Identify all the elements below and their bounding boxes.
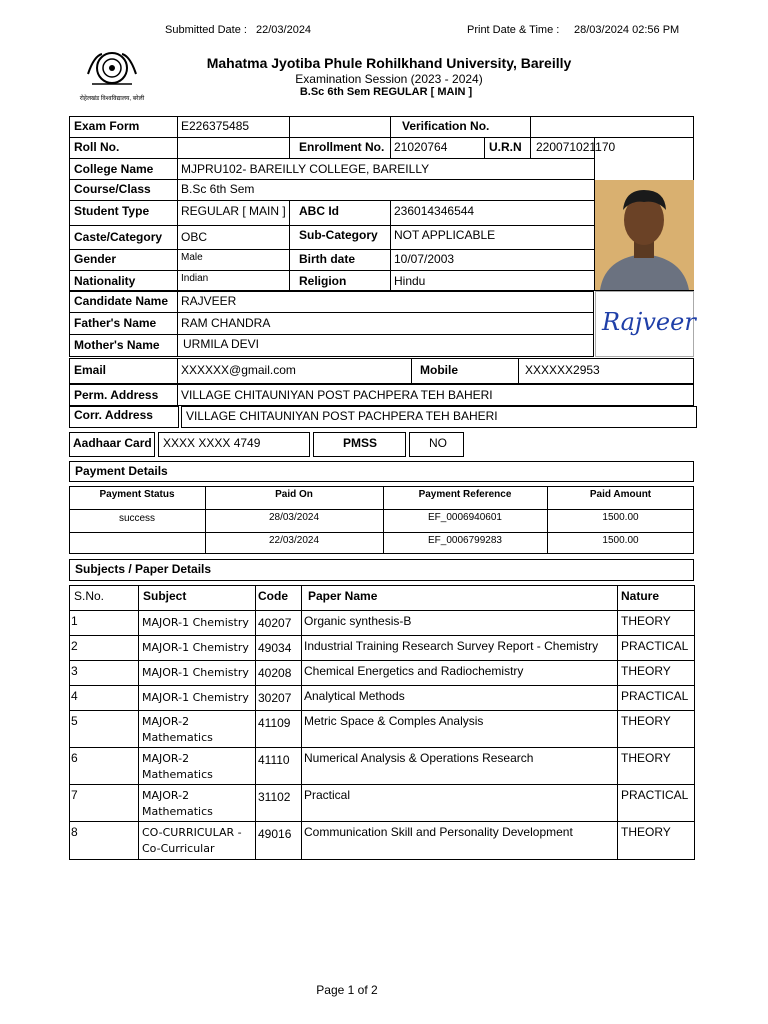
urn-value: 220071021170 [536,140,616,154]
paper-nature: THEORY [621,751,671,765]
subject-code: 30207 [258,691,292,705]
nationality-value: Indian [181,273,209,284]
subjects-header-nature: Nature [621,589,660,603]
aadhaar-label: Aadhaar Card [73,436,152,450]
abc-id-value: 236014346544 [394,204,475,218]
subject-sno: 6 [71,751,78,765]
subjects-title: Subjects / Paper Details [75,562,212,576]
person-photo-icon [595,180,694,290]
subject-name: MAJOR-1 Chemistry [142,691,249,704]
pmss-value: NO [429,436,447,450]
paper-name: Analytical Methods [304,689,405,703]
subject-sno: 7 [71,788,78,802]
mother-name-value: URMILA DEVI [183,337,260,351]
print-date-value: 28/03/2024 02:56 PM [574,24,680,36]
payment-header-status: Payment Status [99,489,175,500]
college-label: College Name [74,162,154,176]
abc-id-label: ABC Id [299,204,339,218]
subject-name: MAJOR-2 Mathematics [142,789,213,818]
submitted-date-label: Submitted Date : [165,24,247,36]
exam-form-label: Exam Form [74,119,140,133]
religion-label: Religion [299,274,347,288]
payment-header-paid-on: Paid On [275,489,313,500]
payment-details-title: Payment Details [75,464,168,478]
payment-paid-on: 28/03/2024 [268,512,320,523]
subject-sno: 8 [71,825,78,839]
college-value: MJPRU102- BAREILLY COLLEGE, BAREILLY [181,162,430,176]
submitted-date-value: 22/03/2024 [256,24,312,36]
print-date-label: Print Date & Time : [467,24,560,36]
exam-session: Examination Session (2023 - 2024) [295,72,483,86]
payment-header-reference: Payment Reference [418,489,512,500]
course-heading: B.Sc 6th Sem REGULAR [ MAIN ] [299,86,473,98]
subject-code: 49034 [258,641,292,655]
mother-name-label: Mother's Name [74,338,160,352]
paper-nature: THEORY [621,664,671,678]
pmss-label: PMSS [343,436,378,450]
email-value: XXXXXX@gmail.com [181,363,296,377]
student-type-value: REGULAR [ MAIN ] [181,204,286,218]
subject-code: 40208 [258,666,292,680]
corr-address-value: VILLAGE CHITAUNIYAN POST PACHPERA TEH BAHERI [186,409,498,423]
logo-caption: रोहेलखंड विश्वविद्यालय, बरेली [79,96,145,102]
paper-nature: THEORY [621,614,671,628]
course-value: B.Sc 6th Sem [181,182,255,196]
paper-name: Organic synthesis-B [304,614,412,628]
subject-sno: 4 [71,689,78,703]
subjects-header-subject: Subject [143,589,187,603]
subject-name: MAJOR-2 Mathematics [142,715,213,744]
caste-label: Caste/Category [74,230,163,244]
subject-name: MAJOR-2 Mathematics [142,752,213,781]
subject-name: MAJOR-1 Chemistry [142,666,249,679]
paper-nature: THEORY [621,714,671,728]
caste-value: OBC [181,230,208,244]
perm-address-value: VILLAGE CHITAUNIYAN POST PACHPERA TEH BAHERI [181,388,493,402]
payment-paid-on: 22/03/2024 [268,535,320,546]
university-title: Mahatma Jyotiba Phule Rohilkhand University, Bareilly [206,55,572,71]
paper-name: Practical [304,788,351,802]
mobile-value: XXXXXX2953 [525,363,600,377]
father-name-label: Father's Name [74,316,157,330]
urn-label: U.R.N [489,140,522,154]
nationality-label: Nationality [74,274,136,288]
subject-name: MAJOR-1 Chemistry [142,616,249,629]
course-label: Course/Class [74,182,151,196]
father-name-value: RAM CHANDRA [181,316,271,330]
paper-name: Metric Space & Comples Analysis [304,714,484,728]
email-label: Email [74,363,107,377]
candidate-name-label: Candidate Name [74,294,169,308]
subject-name: CO-CURRICULAR - Co-Curricular [142,826,242,855]
subcategory-label: Sub-Category [299,228,378,242]
signature-box [595,291,694,357]
paper-nature: PRACTICAL [621,689,689,703]
subjects-header-sno: S.No. [74,589,105,603]
subject-code: 40207 [258,616,292,630]
payment-reference: EF_0006799283 [428,535,502,546]
page-number: Page 1 of 2 [316,983,378,997]
payment-amount: 1500.00 [602,535,639,546]
subject-sno: 1 [71,614,78,628]
birth-date-label: Birth date [299,252,356,266]
paper-nature: PRACTICAL [621,639,689,653]
subject-sno: 2 [71,639,78,653]
enrollment-value: 21020764 [394,140,448,154]
exam-form-value: E226375485 [181,119,250,133]
student-type-label: Student Type [74,204,150,218]
roll-no-label: Roll No. [74,140,120,154]
paper-name: Industrial Training Research Survey Report - Chemistry [304,639,599,653]
payment-amount: 1500.00 [602,512,639,523]
payment-header-amount: Paid Amount [589,489,652,500]
perm-address-label: Perm. Address [74,388,159,402]
paper-nature: PRACTICAL [621,788,689,802]
subjects-header-code: Code [258,589,288,603]
subject-code: 31102 [258,790,291,804]
student-photo [595,180,694,290]
mobile-label: Mobile [420,363,458,377]
religion-value: Hindu [394,274,426,288]
corr-address-label: Corr. Address [74,408,153,422]
birth-date-value: 10/07/2003 [394,252,455,266]
subject-code: 41110 [258,753,290,767]
subject-code: 49016 [258,827,292,841]
payment-reference: EF_0006940601 [428,512,502,523]
gender-label: Gender [74,252,117,266]
paper-name: Numerical Analysis & Operations Research [304,751,534,765]
subject-sno: 3 [71,664,78,678]
enrollment-label: Enrollment No. [299,140,385,154]
payment-status: success [118,513,156,524]
email-row [69,358,694,384]
aadhaar-value: XXXX XXXX 4749 [163,436,261,450]
subjects-header-paper: Paper Name [308,589,378,603]
gender-value: Male [181,252,203,263]
subcategory-value: NOT APPLICABLE [394,228,496,242]
subject-code: 41109 [258,716,291,730]
subject-sno: 5 [71,714,78,728]
paper-nature: THEORY [621,825,671,839]
subject-name: MAJOR-1 Chemistry [142,641,249,654]
paper-name: Communication Skill and Personality Development [304,825,573,839]
candidate-name-value: RAJVEER [181,294,237,308]
verification-label: Verification No. [402,119,490,133]
signature: Rajveer [602,308,696,336]
paper-name: Chemical Energetics and Radiochemistry [304,664,524,678]
